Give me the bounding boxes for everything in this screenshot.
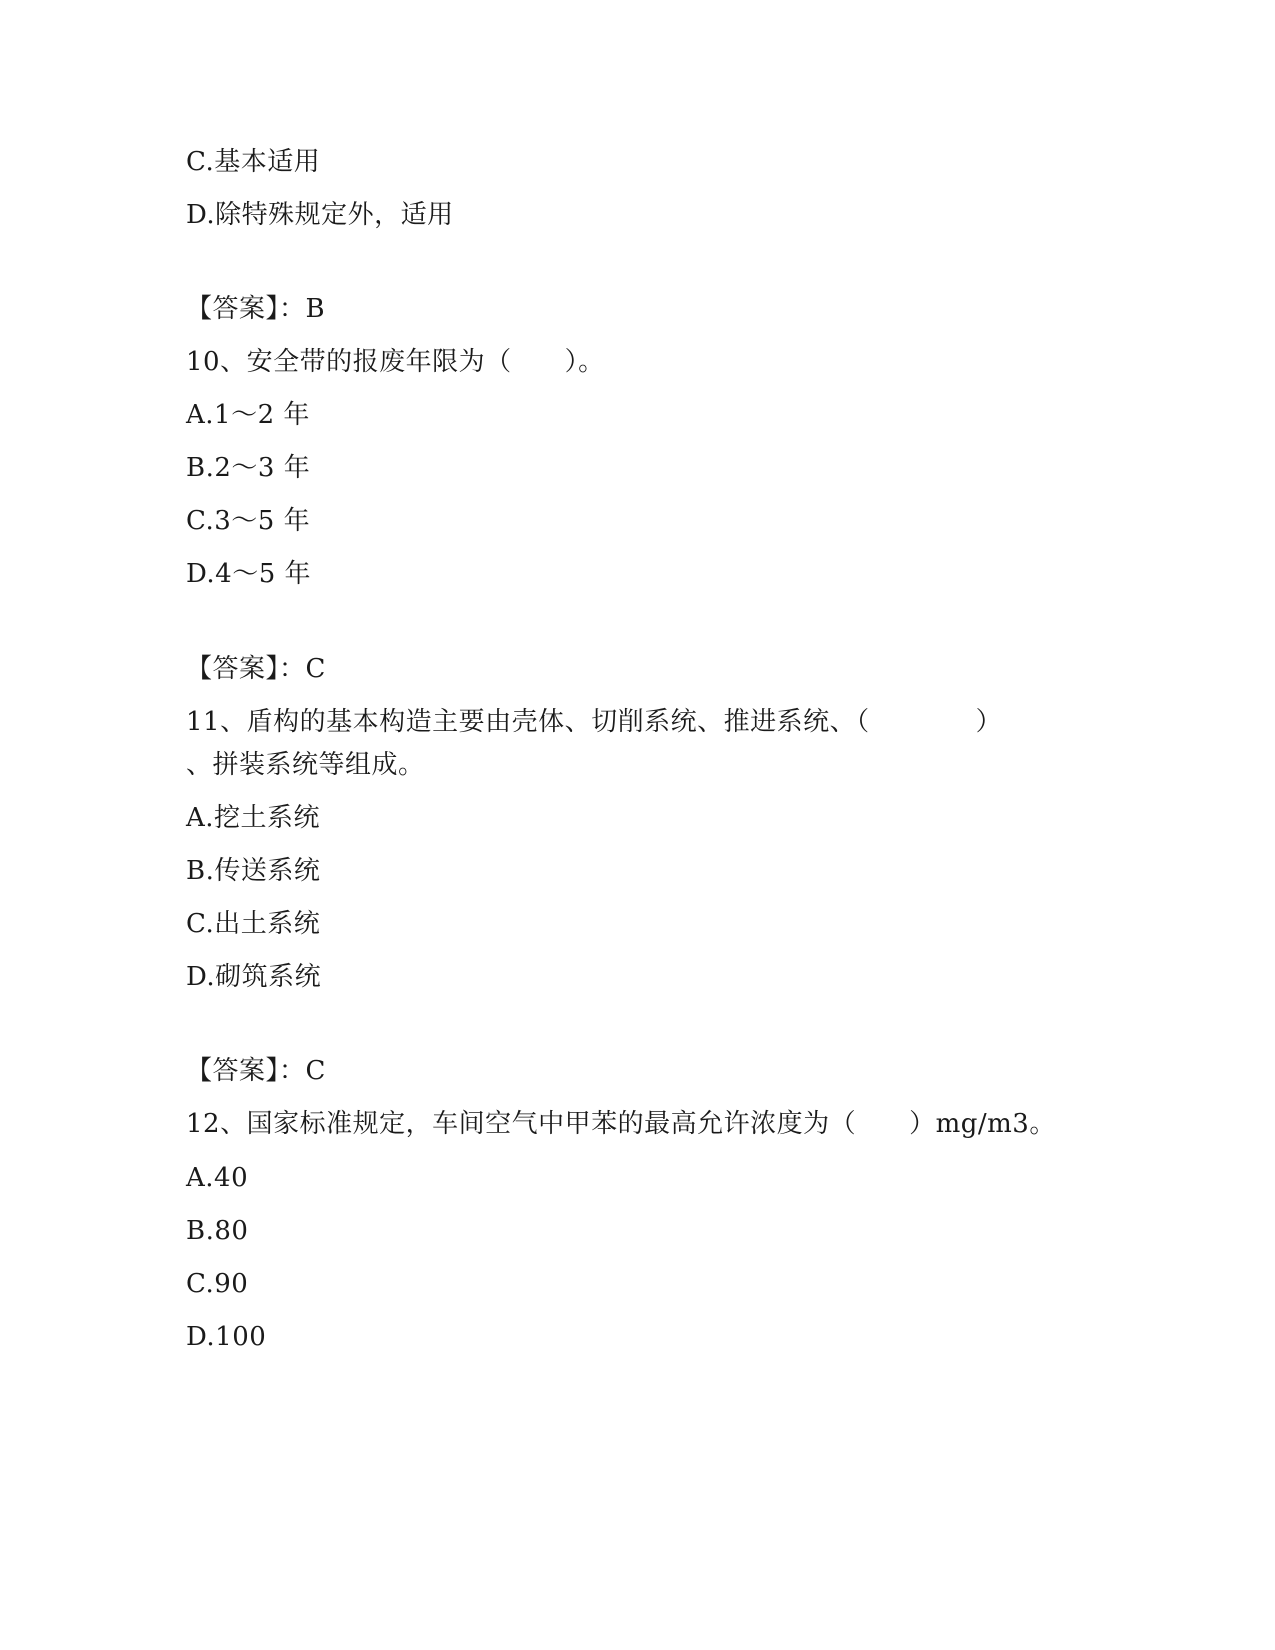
q11-answer: 【答案】：C bbox=[186, 1056, 326, 1086]
q10-option-a: A.1～2 年 bbox=[186, 400, 310, 430]
q11-option-a: A.挖土系统 bbox=[186, 803, 321, 833]
q11-stem-line2: 、拼装系统等组成。 bbox=[186, 750, 425, 780]
prev-option-c: C.基本适用 bbox=[186, 147, 321, 177]
q11-option-b: B.传送系统 bbox=[186, 856, 321, 886]
q10-answer: 【答案】：C bbox=[186, 654, 326, 684]
q12-stem: 12、国家标准规定，车间空气中甲苯的最高允许浓度为（ ）mg/m3。 bbox=[186, 1109, 1056, 1139]
q10-option-d: D.4～5 年 bbox=[186, 559, 312, 589]
q11-option-c: C.出土系统 bbox=[186, 909, 321, 939]
q10-option-c: C.3～5 年 bbox=[186, 506, 311, 536]
q12-option-b: B.80 bbox=[186, 1216, 249, 1246]
q12-option-d: D.100 bbox=[186, 1322, 267, 1352]
q11-stem-line1: 11、盾构的基本构造主要由壳体、切削系统、推进系统、（ ） bbox=[186, 707, 1003, 737]
q10-option-b: B.2～3 年 bbox=[186, 453, 311, 483]
q12-option-a: A.40 bbox=[186, 1163, 249, 1193]
prev-option-d: D.除特殊规定外，适用 bbox=[186, 200, 454, 230]
q10-stem: 10、安全带的报废年限为（ ）。 bbox=[186, 347, 605, 377]
prev-answer: 【答案】：B bbox=[186, 294, 326, 324]
q12-option-c: C.90 bbox=[186, 1269, 249, 1299]
q11-option-d: D.砌筑系统 bbox=[186, 962, 322, 992]
